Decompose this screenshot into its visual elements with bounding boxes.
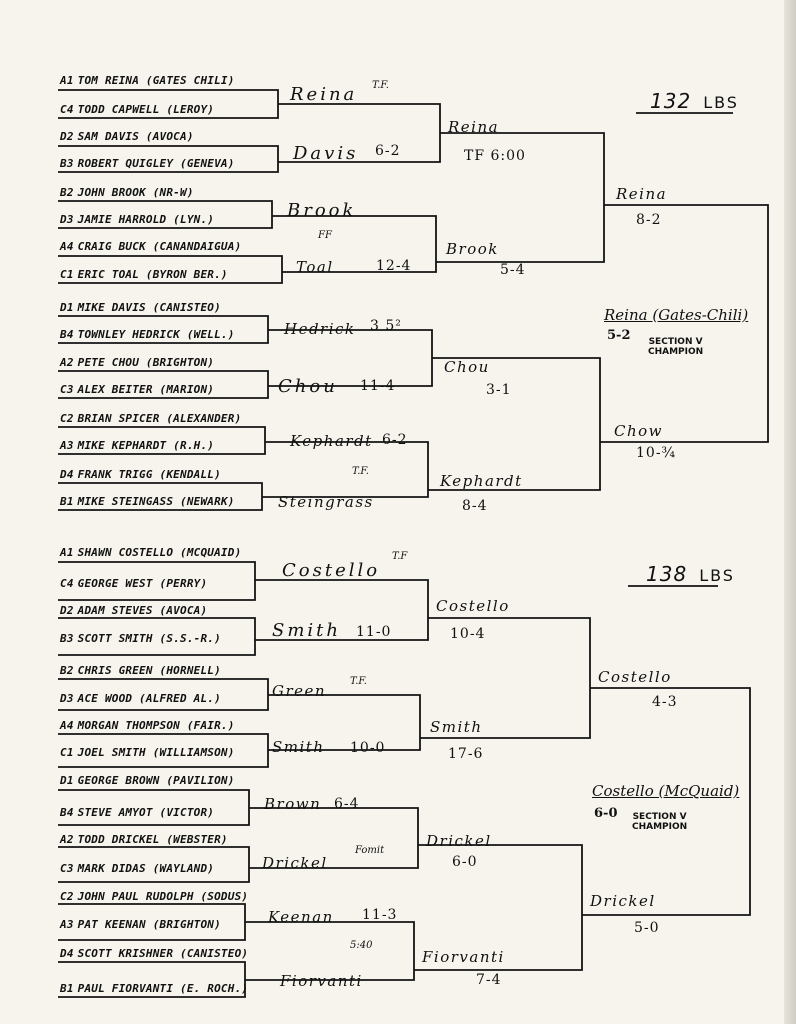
entry: C2 BRIAN SPICER (ALEXANDER)	[60, 412, 242, 425]
entry: A2 TODD DRICKEL (WEBSTER)	[60, 833, 228, 846]
weight-unit: LBS	[699, 566, 735, 585]
entry: C1 JOEL SMITH (WILLIAMSON)	[60, 746, 235, 759]
entry: D2 ADAM STEVES (AVOCA)	[60, 604, 208, 617]
qf-result: 17-6	[448, 746, 484, 762]
sf-winner: Chow	[614, 422, 664, 440]
entry: D3 ACE WOOD (ALFRED AL.)	[60, 692, 221, 705]
qf-winner: Brook	[446, 240, 499, 258]
sf-result: 10-¾	[636, 445, 677, 461]
qf-result: 6-0	[452, 854, 478, 870]
r1-result: 5:40	[350, 940, 373, 951]
qf-result: 3-1	[486, 382, 512, 398]
entry: D4 SCOTT KRISHNER (CANISTEO)	[60, 947, 249, 960]
weight-heading	[650, 89, 739, 113]
entry: B2 CHRIS GREEN (HORNELL)	[60, 664, 221, 677]
qf-result: 10-4	[450, 626, 486, 642]
entry: A4 CRAIG BUCK (CANANDAIGUA)	[60, 240, 242, 253]
entry: B3 ROBERT QUIGLEY (GENEVA)	[60, 157, 235, 170]
weight-class: 138	[646, 562, 688, 586]
r1-result: 11-0	[356, 624, 392, 640]
r1-result: Fomit	[355, 845, 385, 856]
qf-winner: Kephardt	[440, 472, 523, 490]
entry: A3 PAT KEENAN (BRIGHTON)	[60, 918, 221, 931]
entry: C4 GEORGE WEST (PERRY)	[60, 577, 208, 590]
qf-result: 8-4	[462, 498, 488, 514]
qf-winner: Smith	[430, 718, 483, 736]
entry: A4 MORGAN THOMPSON (FAIR.)	[60, 719, 235, 732]
entry: D2 SAM DAVIS (AVOCA)	[60, 130, 194, 143]
sf-result: 8-2	[636, 212, 662, 228]
r1-result: 10-0	[350, 740, 386, 756]
r1-result: 12-4	[376, 258, 412, 274]
entry: A1 TOM REINA (GATES CHILI)	[60, 74, 235, 87]
r1-result: 6-2	[375, 143, 401, 159]
qf-winner: Fiorvanti	[422, 948, 505, 966]
qf-winner: Reina	[448, 118, 500, 136]
entry: C1 ERIC TOAL (BYRON BER.)	[60, 268, 228, 281]
r1-result: FF	[318, 230, 332, 241]
qf-winner: Chou	[444, 358, 490, 376]
sf-winner: Drickel	[590, 892, 656, 910]
entry: B1 MIKE STEINGASS (NEWARK)	[60, 495, 235, 508]
entry: A2 PETE CHOU (BRIGHTON)	[60, 356, 215, 369]
r1-winner: Fiorvanti	[280, 972, 363, 990]
entry: B4 TOWNLEY HEDRICK (WELL.)	[60, 328, 235, 341]
entry: C3 ALEX BEITER (MARION)	[60, 383, 215, 396]
r1-winner: Green	[272, 682, 327, 700]
r1-result: T.F.	[372, 80, 389, 91]
champion-title: SECTION V CHAMPION	[632, 812, 688, 832]
entry: A1 SHAWN COSTELLO (MCQUAID)	[60, 546, 242, 559]
entry: B3 SCOTT SMITH (S.S.-R.)	[60, 632, 221, 645]
r1-winner: Reina	[290, 84, 358, 105]
weight-class: 132	[650, 89, 692, 113]
entry: D4 FRANK TRIGG (KENDALL)	[60, 468, 221, 481]
r1-result: 6-4	[334, 796, 360, 812]
champion-title: SECTION V CHAMPION	[648, 337, 704, 357]
final-line	[582, 688, 750, 915]
sf-line	[428, 358, 600, 490]
r1-winner: Smith	[272, 620, 341, 641]
entry: D3 JAMIE HARROLD (LYN.)	[60, 213, 215, 226]
champion-score: 5-2	[607, 328, 631, 343]
r1-result: 11-3	[362, 907, 398, 923]
r1-winner: Keenan	[268, 908, 334, 926]
r1-winner: Hedrick	[284, 320, 356, 338]
sf-result: 4-3	[652, 694, 678, 710]
qf-result: TF 6:00	[464, 148, 526, 164]
r1-result: T.F	[392, 551, 408, 562]
qf-winner: Drickel	[426, 832, 492, 850]
qf-result: 5-4	[500, 262, 526, 278]
sf-winner: Costello	[598, 668, 672, 686]
r1-winner: Brown	[264, 795, 322, 813]
r1-winner: Smith	[272, 738, 325, 756]
r1-winner: Chou	[278, 376, 338, 397]
qf-result: 7-4	[476, 972, 502, 988]
r1-winner: Brook	[287, 200, 357, 221]
entry: D1 GEORGE BROWN (PAVILION)	[60, 774, 235, 787]
r1-result: T.F.	[350, 676, 367, 687]
entry: C4 TODD CAPWELL (LEROY)	[60, 103, 215, 116]
sf-result: 5-0	[634, 920, 660, 936]
champion-name: Reina (Gates-Chili)	[604, 306, 749, 324]
r1-winner: Davis	[293, 143, 359, 164]
entry: D1 MIKE DAVIS (CANISTEO)	[60, 301, 221, 314]
r1-result: 6-2	[382, 432, 408, 448]
sf-winner: Reina	[616, 185, 668, 203]
champion-name: Costello (McQuaid)	[592, 782, 740, 800]
r1-winner: Drickel	[262, 854, 328, 872]
entry: B2 JOHN BROOK (NR-W)	[60, 186, 194, 199]
entry: C3 MARK DIDAS (WAYLAND)	[60, 862, 215, 875]
entry: B4 STEVE AMYOT (VICTOR)	[60, 806, 215, 819]
r1-winner: Kephardt	[290, 432, 373, 450]
r1-result: 3 5²	[370, 318, 402, 334]
entry: B1 PAUL FIORVANTI (E. ROCH.)	[60, 982, 249, 995]
r1-winner: Costello	[282, 560, 381, 581]
qf-line	[262, 442, 428, 497]
weight-heading	[646, 562, 735, 586]
weight-unit: LBS	[703, 93, 739, 112]
r1-result: 11-4	[360, 378, 396, 394]
entry: C2 JOHN PAUL RUDOLPH (SODUS)	[60, 890, 249, 903]
r1-winner: Toal	[296, 258, 334, 276]
champion-score: 6-0	[594, 806, 618, 821]
r1-result: T.F.	[352, 466, 369, 477]
entry: A3 MIKE KEPHARDT (R.H.)	[60, 439, 215, 452]
qf-winner: Costello	[436, 597, 510, 615]
r1-winner: Steingrass	[278, 493, 374, 511]
